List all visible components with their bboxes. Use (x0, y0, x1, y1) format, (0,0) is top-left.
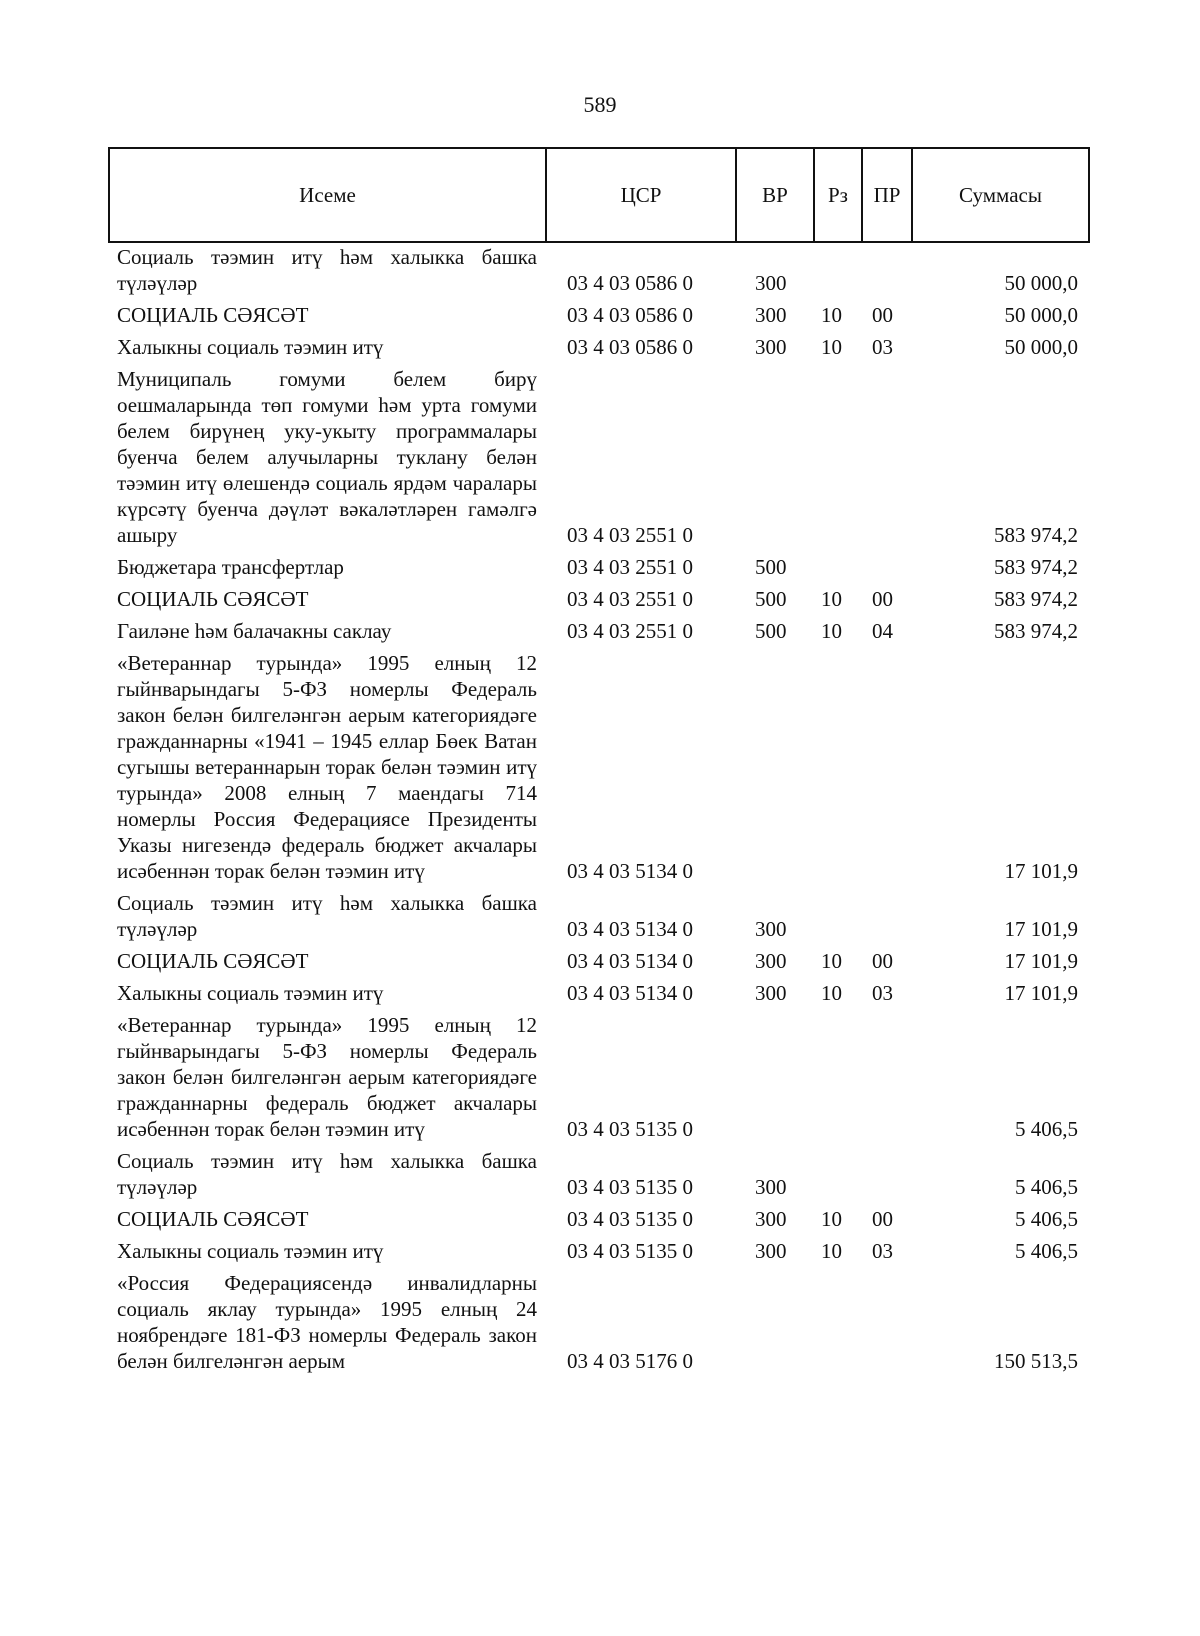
row-sum: 5 406,5 (1015, 1175, 1078, 1199)
row-vr: 300 (755, 335, 787, 359)
table-row (108, 980, 1090, 1006)
row-csr: 03 4 03 5134 0 (567, 981, 693, 1005)
table-row (108, 334, 1090, 360)
row-rz: 10 (821, 1239, 842, 1263)
row-vr: 300 (755, 1175, 787, 1199)
row-name: Гаиләне һәм балачакны саклау (117, 619, 392, 643)
row-csr: 03 4 03 5134 0 (567, 859, 693, 883)
table-row (108, 1270, 1090, 1374)
table-header (108, 147, 1090, 243)
table-row (108, 302, 1090, 328)
row-name: Социаль тәэмин итү һәм халыкка башка түләүләр (117, 891, 537, 941)
row-vr: 500 (755, 587, 787, 611)
row-pr: 00 (872, 949, 893, 973)
row-name: Халыкны социаль тәэмин итү (117, 1239, 384, 1263)
header-vr: ВР (737, 149, 815, 241)
row-vr: 300 (755, 303, 787, 327)
row-sum: 150 513,5 (994, 1349, 1078, 1373)
row-vr: 300 (755, 271, 787, 295)
row-rz: 10 (821, 1207, 842, 1231)
row-vr: 500 (755, 555, 787, 579)
row-sum: 5 406,5 (1015, 1239, 1078, 1263)
row-name: СОЦИАЛЬ СӘЯСӘТ (117, 1207, 309, 1231)
row-sum: 50 000,0 (1004, 303, 1078, 327)
row-csr: 03 4 03 5134 0 (567, 949, 693, 973)
row-rz: 10 (821, 303, 842, 327)
table-row (108, 366, 1090, 548)
row-vr: 500 (755, 619, 787, 643)
row-sum: 583 974,2 (994, 587, 1078, 611)
row-name: Халыкны социаль тәэмин итү (117, 981, 384, 1005)
table-row (108, 1206, 1090, 1232)
table-row (108, 650, 1090, 884)
row-csr: 03 4 03 2551 0 (567, 587, 693, 611)
row-name: «Россия Федерациясендә инвалидларны социаль яклау турында» 1995 елның 24 ноябрендәге 181-ФЗ номерлы Федераль закон белән билгеләнгән аерым (117, 1271, 537, 1373)
row-name: Социаль тәэмин итү һәм халыкка башка түләүләр (117, 1149, 537, 1199)
table-row (108, 1238, 1090, 1264)
row-name: «Ветераннар турында» 1995 елның 12 гыйнварындагы 5-ФЗ номерлы Федераль закон белән билгеләнгән аерым категориядәге гражданнарны «1941 – 1945 еллар Бөек Ватан сугышы ветераннарын торак белән тәэмин итү турында» 2008 елның 7 маендагы 714 номерлы Россия Федерациясе Президенты Указы нигезендә федераль бюджет акчалары исәбеннән торак белән тәэмин итү (117, 651, 537, 883)
row-pr: 04 (872, 619, 893, 643)
row-sum: 583 974,2 (994, 619, 1078, 643)
row-csr: 03 4 03 2551 0 (567, 555, 693, 579)
row-csr: 03 4 03 5176 0 (567, 1349, 693, 1373)
row-name: СОЦИАЛЬ СӘЯСӘТ (117, 587, 309, 611)
row-rz: 10 (821, 949, 842, 973)
row-vr: 300 (755, 949, 787, 973)
header-csr: ЦСР (547, 149, 737, 241)
table-body (108, 244, 1090, 1380)
row-sum: 50 000,0 (1004, 271, 1078, 295)
row-sum: 583 974,2 (994, 555, 1078, 579)
table-row (108, 244, 1090, 296)
row-vr: 300 (755, 981, 787, 1005)
row-sum: 5 406,5 (1015, 1117, 1078, 1141)
table-row (108, 890, 1090, 942)
row-csr: 03 4 03 5135 0 (567, 1239, 693, 1263)
header-rz: Рз (815, 149, 863, 241)
row-pr: 03 (872, 1239, 893, 1263)
row-pr: 03 (872, 981, 893, 1005)
table-row (108, 586, 1090, 612)
row-vr: 300 (755, 1207, 787, 1231)
row-vr: 300 (755, 1239, 787, 1263)
page-number: 589 (583, 92, 617, 117)
row-pr: 03 (872, 335, 893, 359)
header-name: Исеме (110, 149, 547, 241)
row-csr: 03 4 03 2551 0 (567, 523, 693, 547)
row-csr: 03 4 03 0586 0 (567, 271, 693, 295)
row-sum: 17 101,9 (1004, 981, 1078, 1005)
row-csr: 03 4 03 0586 0 (567, 335, 693, 359)
table-row (108, 948, 1090, 974)
row-sum: 17 101,9 (1004, 859, 1078, 883)
row-pr: 00 (872, 1207, 893, 1231)
row-csr: 03 4 03 5135 0 (567, 1175, 693, 1199)
row-name: СОЦИАЛЬ СӘЯСӘТ (117, 949, 309, 973)
row-name: СОЦИАЛЬ СӘЯСӘТ (117, 303, 309, 327)
row-name: Халыкны социаль тәэмин итү (117, 335, 384, 359)
row-vr: 300 (755, 917, 787, 941)
row-csr: 03 4 03 5135 0 (567, 1207, 693, 1231)
table-row (108, 1012, 1090, 1142)
row-rz: 10 (821, 619, 842, 643)
row-csr: 03 4 03 5135 0 (567, 1117, 693, 1141)
table-row (108, 618, 1090, 644)
row-sum: 5 406,5 (1015, 1207, 1078, 1231)
table-row (108, 554, 1090, 580)
table-row (108, 1148, 1090, 1200)
row-pr: 00 (872, 587, 893, 611)
row-name: «Ветераннар турында» 1995 елның 12 гыйнварындагы 5-ФЗ номерлы Федераль закон белән билгеләнгән аерым категориядәге гражданнарны федераль бюджет акчалары исәбеннән торак белән тәэмин итү (117, 1013, 537, 1141)
header-sum: Суммасы (959, 182, 1042, 207)
row-name: Муниципаль гомуми белем бирү оешмаларында төп гомуми һәм урта гомуми белем бирүнең уку-укыту программалары буенча белем алучыларны туклану белән тәэмин итү өлешендә социаль ярдәм чаралары күрсәтү буенча дәүләт вәкаләтләрен гамәлгә ашыру (117, 367, 537, 547)
row-sum: 50 000,0 (1004, 335, 1078, 359)
row-name: Бюджетара трансфертлар (117, 555, 344, 579)
row-csr: 03 4 03 0586 0 (567, 303, 693, 327)
row-sum: 17 101,9 (1004, 949, 1078, 973)
row-sum: 583 974,2 (994, 523, 1078, 547)
header-pr: ПР (863, 149, 913, 241)
row-sum: 17 101,9 (1004, 917, 1078, 941)
row-rz: 10 (821, 981, 842, 1005)
row-csr: 03 4 03 5134 0 (567, 917, 693, 941)
row-name: Социаль тәэмин итү һәм халыкка башка түләүләр (117, 245, 537, 295)
row-pr: 00 (872, 303, 893, 327)
row-rz: 10 (821, 335, 842, 359)
row-rz: 10 (821, 587, 842, 611)
row-csr: 03 4 03 2551 0 (567, 619, 693, 643)
